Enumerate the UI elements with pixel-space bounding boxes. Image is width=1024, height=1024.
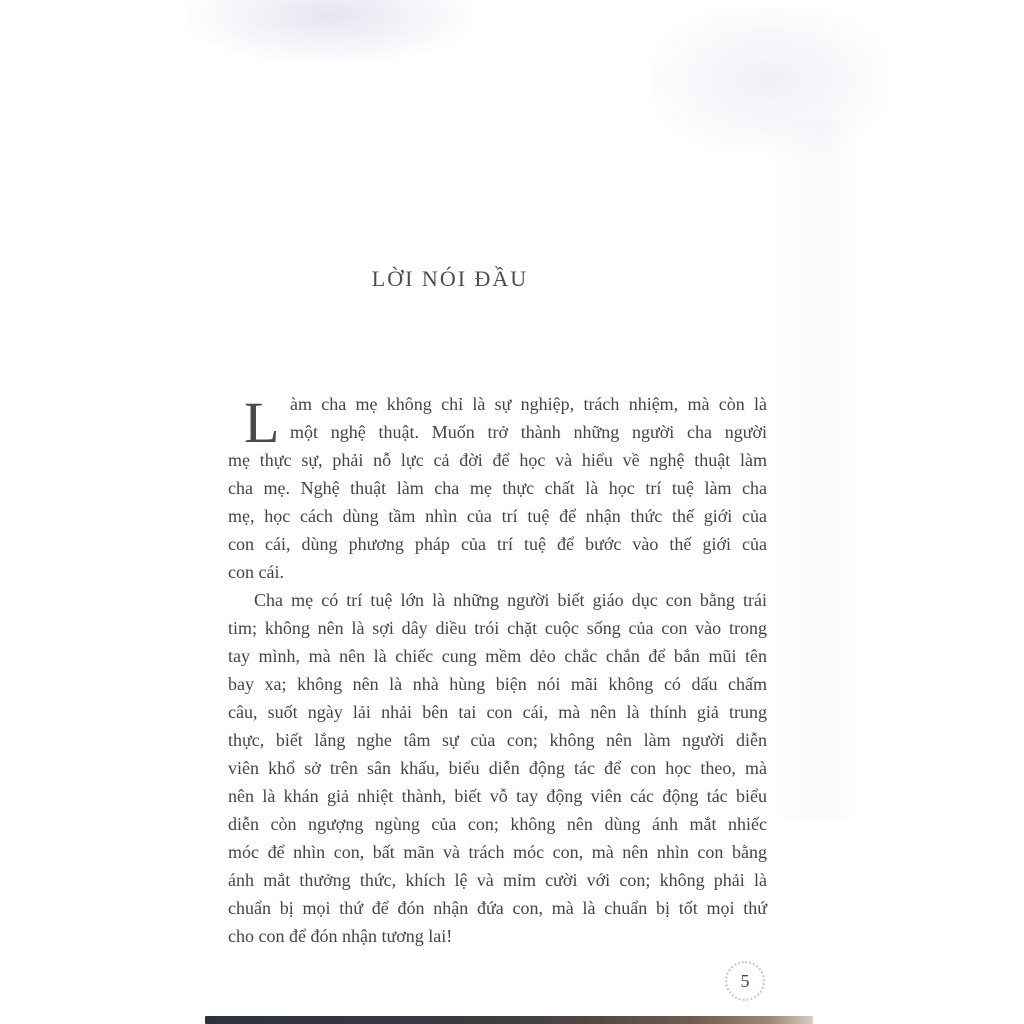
body-line: cho con để đón nhận tương lai! [228, 926, 453, 946]
page-title: LỜI NÓI ĐẦU [371, 266, 529, 291]
body-line: Cha mẹ có trí tuệ lớn là những người biết giáo dục con bằng trái [254, 590, 767, 610]
body-line: diễn còn ngượng ngùng của con; không nên dùng ánh mắt nhiếc [228, 814, 767, 834]
body-line: tim; không nên là sợi dây diều trói chặt cuộc sống của con vào trong [228, 618, 767, 638]
body-line: cha mẹ. Nghệ thuật làm cha mẹ thực chất là học trí tuệ làm cha [228, 478, 767, 498]
book-bottom-edge [205, 1016, 813, 1024]
body-line: bay xa; không nên là nhà hùng biện nói mãi không có dấu chấm [228, 674, 767, 694]
body-line: thực, biết lắng nghe tâm sự của con; không nên làm người diễn [228, 730, 767, 750]
body-line: tay mình, mà nên là chiếc cung mềm dẻo chắc chắn để bắn mũi tên [228, 646, 767, 666]
body-line: viên khổ sở trên sân khấu, biểu diễn động tác để con học theo, mà [228, 758, 767, 778]
body-line: ánh mắt thưởng thức, khích lệ và mỉm cười với con; không phải là [228, 870, 767, 890]
page-number: 5 [740, 970, 750, 991]
body-line: àm cha mẹ không chỉ là sự nghiệp, trách nhiệm, mà còn là [290, 394, 767, 414]
page-number-badge [725, 961, 765, 1001]
body-line: mẹ, học cách dùng tầm nhìn của trí tuệ để nhận thức thế giới của [228, 506, 767, 526]
body-line: nên là khán giả nhiệt thành, biết vỗ tay động viên các động tác biểu [228, 786, 767, 806]
paper-shadow-top-left [185, 0, 475, 65]
body-line: móc để nhìn con, bất mãn và trách móc con, mà nên nhìn con bằng [228, 842, 767, 862]
body-line: chuẩn bị mọi thứ để đón nhận đứa con, mà là chuẩn bị tốt mọi thứ [228, 898, 767, 918]
body-line: con cái, dùng phương pháp của trí tuệ để bước vào thế giới của [228, 534, 767, 554]
paper-shadow-right-edge [770, 120, 860, 820]
paper-shadow-top-right [650, 5, 890, 155]
body-line: câu, suốt ngày lải nhải bên tai con cái, mà nên là thính giả trung [228, 702, 767, 722]
body-line: con cái. [228, 562, 284, 582]
body-line: mẹ thực sự, phải nỗ lực cả đời để học và hiểu về nghệ thuật làm [228, 450, 767, 470]
drop-cap: L [244, 390, 280, 455]
body-text [228, 390, 767, 950]
body-line: một nghệ thuật. Muốn trở thành những người cha người [290, 422, 767, 442]
